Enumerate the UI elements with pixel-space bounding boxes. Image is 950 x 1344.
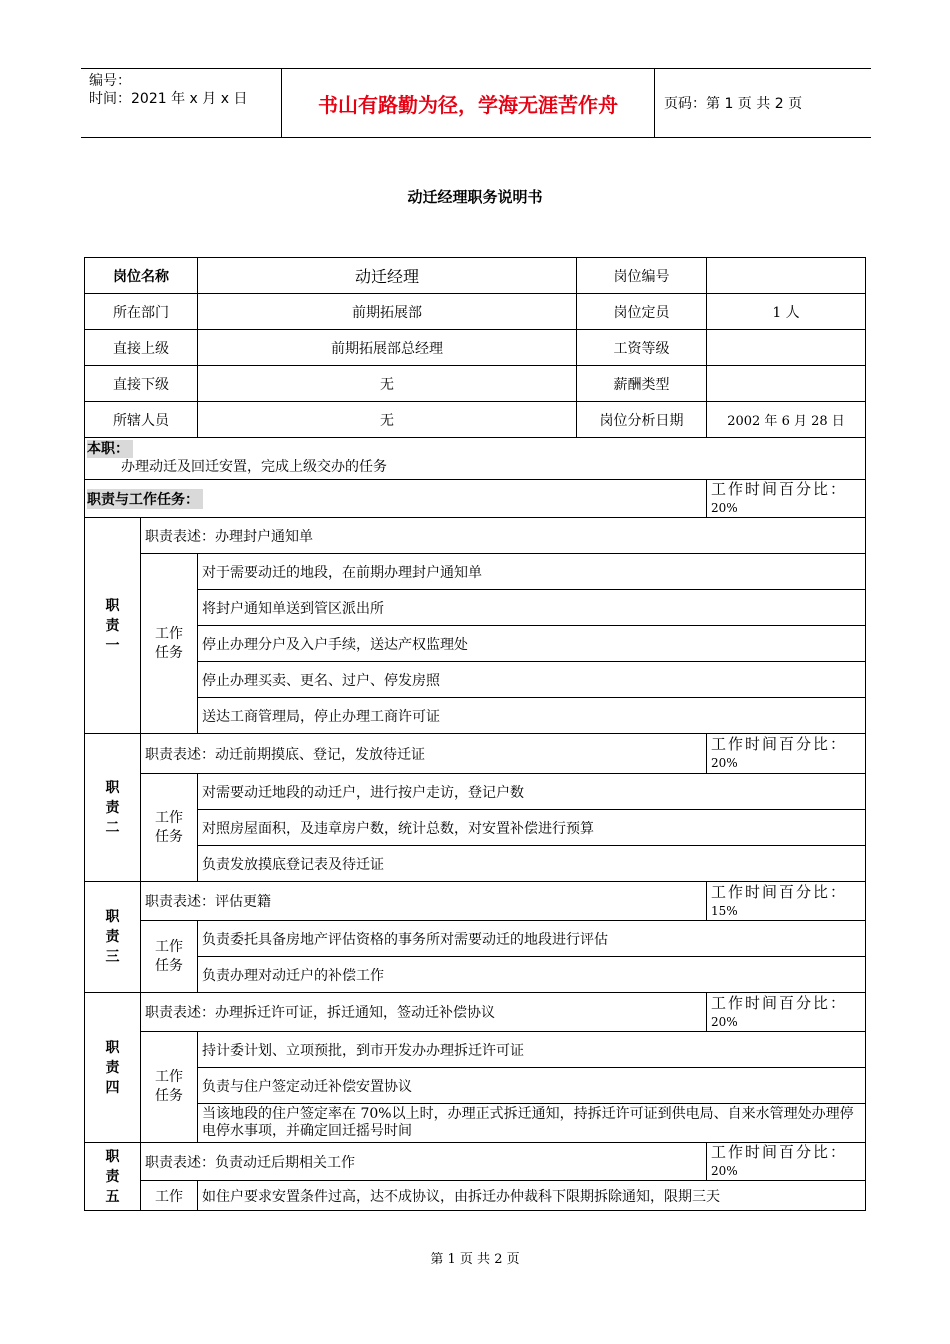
info-value: 无 [198,366,577,402]
time-pct [707,480,866,518]
time-pct-value: 20% [711,501,738,515]
task-row [85,1068,866,1104]
duty-label-text: 职责二 [105,779,120,836]
time-pct-value: 20% [711,756,738,770]
task-row [85,590,866,626]
info-value: 2002 年 6 月 28 日 [707,402,866,438]
task-row [85,921,866,957]
task-item: 对需要动迁地段的动迁户，进行按户走访，登记户数 [198,774,866,810]
info-value [707,366,866,402]
info-row [85,366,866,402]
task-row [85,846,866,882]
info-value: 动迁经理 [198,258,577,294]
task-item: 负责办理对动迁户的补偿工作 [198,957,866,993]
task-label-text: 工作任务 [155,809,183,845]
core-duty-label: 本职： [87,440,133,458]
page-footer: 第 1 页 共 2 页 [430,1252,520,1267]
info-key: 所辖人员 [85,402,198,438]
task-row [85,810,866,846]
core-duty-text: 办理动迁及回迁安置，完成上级交办的任务 [121,459,387,475]
info-key: 直接上级 [85,330,198,366]
task-row [85,662,866,698]
info-key: 岗位编号 [577,258,707,294]
task-row [85,1104,866,1143]
duty-desc-row [85,1143,866,1181]
duty-desc-row [85,734,866,774]
info-key: 岗位分析日期 [577,402,707,438]
core-duty-row [85,438,866,480]
header-meta [81,69,281,137]
job-description-table [84,257,866,1211]
document-title: 动迁经理职务说明书 [407,188,543,206]
info-key: 薪酬类型 [577,366,707,402]
duty-label [85,518,141,734]
task-item: 持计委计划、立项预批，到市开发办办理拆迁许可证 [198,1032,866,1068]
task-item: 负责发放摸底登记表及待迁证 [198,846,866,882]
task-label [141,774,198,882]
info-row [85,294,866,330]
task-label: 工作 [141,1181,198,1211]
task-item: 对于需要动迁的地段，在前期办理封户通知单 [198,554,866,590]
duty-desc-row [85,993,866,1032]
page-info: 页码：第 1 页 共 2 页 [664,96,803,112]
task-row [85,957,866,993]
duty-desc: 职责表述：办理封户通知单 [141,518,866,554]
info-row [85,402,866,438]
task-row [85,698,866,734]
task-item: 负责与住户签定动迁补偿安置协议 [198,1068,866,1104]
info-key: 岗位定员 [577,294,707,330]
info-key: 直接下级 [85,366,198,402]
duty-desc: 职责表述：评估更籍 [141,882,707,921]
duty-label [85,882,141,993]
time-pct-label: 工作时间百分比： [711,735,848,753]
task-row [85,554,866,590]
task-item: 送达工商管理局，停止办理工商许可证 [198,698,866,734]
code-label: 编号： [89,73,131,89]
duty-label-text: 职责五 [105,1148,120,1205]
info-value: 1 人 [707,294,866,330]
page-header [81,68,871,138]
duty-label-text: 职责四 [105,1039,120,1096]
task-label-text: 工作任务 [155,625,183,661]
duty-label-text: 职责一 [105,597,120,654]
responsibilities-header-row [85,480,866,518]
info-value: 无 [198,402,577,438]
task-item: 停止办理分户及入户手续，送达产权监理处 [198,626,866,662]
task-item: 负责委托具备房地产评估资格的事务所对需要动迁的地段进行评估 [198,921,866,957]
duty-desc: 职责表述：办理拆迁许可证，拆迁通知，签动迁补偿协议 [141,993,707,1032]
responsibilities-label: 职责与工作任务： [87,489,203,509]
time-pct-value: 20% [711,1014,738,1029]
info-value [707,258,866,294]
task-item: 当该地段的住户签定率在 70%以上时，办理正式拆迁通知，持拆迁许可证到供电局、自来水管理处办理停电停水事项，并确定回迁摇号时间 [198,1104,866,1143]
time-pct-label: 工作时间百分比： [711,993,848,1012]
task-item: 对照房屋面积，及违章房户数，统计总数，对安置补偿进行预算 [198,810,866,846]
time-pct-label: 工作时间百分比： [711,882,848,901]
task-item: 停止办理买卖、更名、过户、停发房照 [198,662,866,698]
task-row [85,774,866,810]
time-pct-value: 15% [711,903,738,918]
time-pct [707,993,866,1032]
task-label [141,554,198,734]
duty-label [85,734,141,882]
duty-desc-row [85,518,866,554]
responsibilities-header [85,480,707,518]
duty-desc: 职责表述：动迁前期摸底、登记，发放待迁证 [141,734,707,774]
task-item: 如住户要求安置条件过高，达不成协议，由拆迁办仲裁科下限期拆除通知，限期三天 [198,1181,866,1211]
info-row [85,258,866,294]
info-key: 所在部门 [85,294,198,330]
info-row [85,330,866,366]
task-row [85,1181,866,1211]
duty-label [85,993,141,1143]
time-pct-label: 工作时间百分比： [711,480,848,498]
core-duty [85,438,866,480]
time-pct [707,1143,866,1181]
task-item: 将封户通知单送到管区派出所 [198,590,866,626]
time-pct-label: 工作时间百分比： [711,1143,848,1161]
info-value: 前期拓展部总经理 [198,330,577,366]
info-key: 工资等级 [577,330,707,366]
duty-desc-row [85,882,866,921]
duty-desc: 职责表述：负责动迁后期相关工作 [141,1143,707,1181]
time-pct [707,734,866,774]
task-label [141,921,198,993]
info-value: 前期拓展部 [198,294,577,330]
duty-label [85,1143,141,1211]
info-value [707,330,866,366]
task-row [85,1032,866,1068]
time-pct [707,882,866,921]
time-pct-value: 20% [711,1164,738,1178]
time-label: 时间：2021 年 x 月 x 日 [89,91,248,107]
motto: 书山有路勤为径，学海无涯苦作舟 [281,69,655,137]
task-label [141,1032,198,1143]
info-key: 岗位名称 [85,258,198,294]
task-label-text: 工作任务 [155,938,183,974]
task-row [85,626,866,662]
task-label-text: 工作任务 [155,1069,183,1104]
duty-label-text: 职责三 [105,909,120,965]
